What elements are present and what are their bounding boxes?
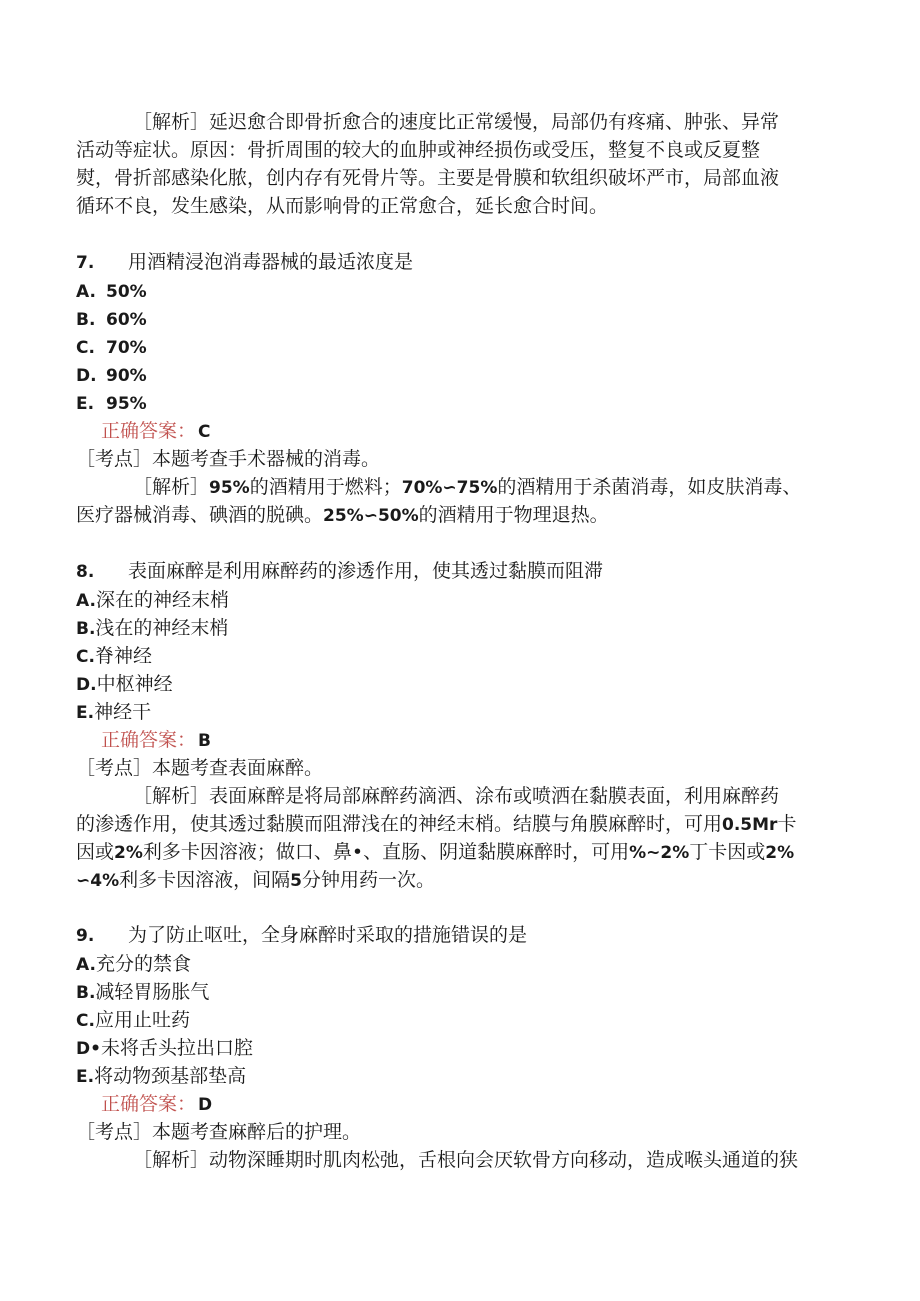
option-7a: A. 50% xyxy=(76,282,147,302)
analysis-9-line-1: ［解析］动物深睡期时肌肉松弛，舌根向会厌软骨方向移动，造成喉头通道的狭 xyxy=(133,1149,799,1171)
option-8b: B.浅在的神经末梢 xyxy=(76,617,229,639)
option-9b: B.减轻胃肠胀气 xyxy=(76,981,210,1003)
answer-7: 正确答案： C xyxy=(101,420,211,442)
analysis-8-line-1: ［解析］表面麻醉是将局部麻醉药滴洒、涂布或喷洒在黏膜表面，利用麻醉药 xyxy=(133,785,780,807)
option-8d: D.中枢神经 xyxy=(76,673,173,695)
intro-line-4: 循环不良，发生感染，从而影响骨的正常愈合，延长愈合时间。 xyxy=(76,195,609,217)
question-8-text: 表面麻醉是利用麻醉药的渗透作用，使其透过黏膜而阻滞 xyxy=(128,560,604,582)
option-7c: C. 70% xyxy=(76,338,147,358)
option-7b: B. 60% xyxy=(76,310,147,330)
point-9: ［考点］本题考查麻醉后的护理。 xyxy=(76,1121,362,1143)
point-7: ［考点］本题考查手术器械的消毒。 xyxy=(76,448,381,470)
option-7e: E. 95% xyxy=(76,394,147,414)
option-7d: D. 90% xyxy=(76,366,147,386)
question-7-number: 7. xyxy=(76,253,95,273)
option-8e: E.神经干 xyxy=(76,701,152,723)
option-9d: D•未将舌头拉出口腔 xyxy=(76,1037,253,1059)
intro-line-1: ［解析］延迟愈合即骨折愈合的速度比正常缓慢，局部仍有疼痛、肿张、异常 xyxy=(133,111,780,133)
analysis-7-line-2: 医疗器械消毒、碘酒的脱碘。25%∽50%的酒精用于物理退热。 xyxy=(76,504,609,526)
answer-9: 正确答案： D xyxy=(101,1093,213,1115)
analysis-8-line-4: ∽4%利多卡因溶液，间隔5分钟用药一次。 xyxy=(76,869,435,891)
question-9-text: 为了防止呕吐，全身麻醉时采取的措施错误的是 xyxy=(128,924,528,946)
intro-line-3: 熨，骨折部感染化脓，创内存有死骨片等。主要是骨膜和软组织破坏严市，局部血液 xyxy=(76,167,780,189)
analysis-7-line-1: ［解析］95%的酒精用于燃料；70%∽75%的酒精用于杀菌消毒，如皮肤消毒、 xyxy=(133,476,802,498)
option-8a: A.深在的神经末梢 xyxy=(76,589,229,611)
question-8-number: 8. xyxy=(76,562,95,582)
question-9-number: 9. xyxy=(76,926,95,946)
analysis-8-line-2: 的渗透作用，使其透过黏膜而阻滞浅在的神经末梢。结膜与角膜麻醉时，可用0.5Mr卡 xyxy=(76,813,797,835)
question-7-text: 用酒精浸泡消毒器械的最适浓度是 xyxy=(128,251,414,273)
option-9e: E.将动物颈基部垫高 xyxy=(76,1065,247,1087)
point-8: ［考点］本题考查表面麻醉。 xyxy=(76,757,324,779)
analysis-8-line-3: 因或2%利多卡因溶液；做口、鼻•、直肠、阴道黏膜麻醉时，可用%~2%丁卡因或2% xyxy=(76,841,795,863)
answer-8: 正确答案： B xyxy=(101,729,211,751)
option-9c: C.应用止吐药 xyxy=(76,1009,190,1031)
option-9a: A.充分的禁食 xyxy=(76,953,191,975)
intro-line-2: 活动等症状。原因：骨折周围的较大的血肿或神经损伤或受压，整复不良或反夏整 xyxy=(76,139,761,161)
option-8c: C.脊神经 xyxy=(76,645,152,667)
